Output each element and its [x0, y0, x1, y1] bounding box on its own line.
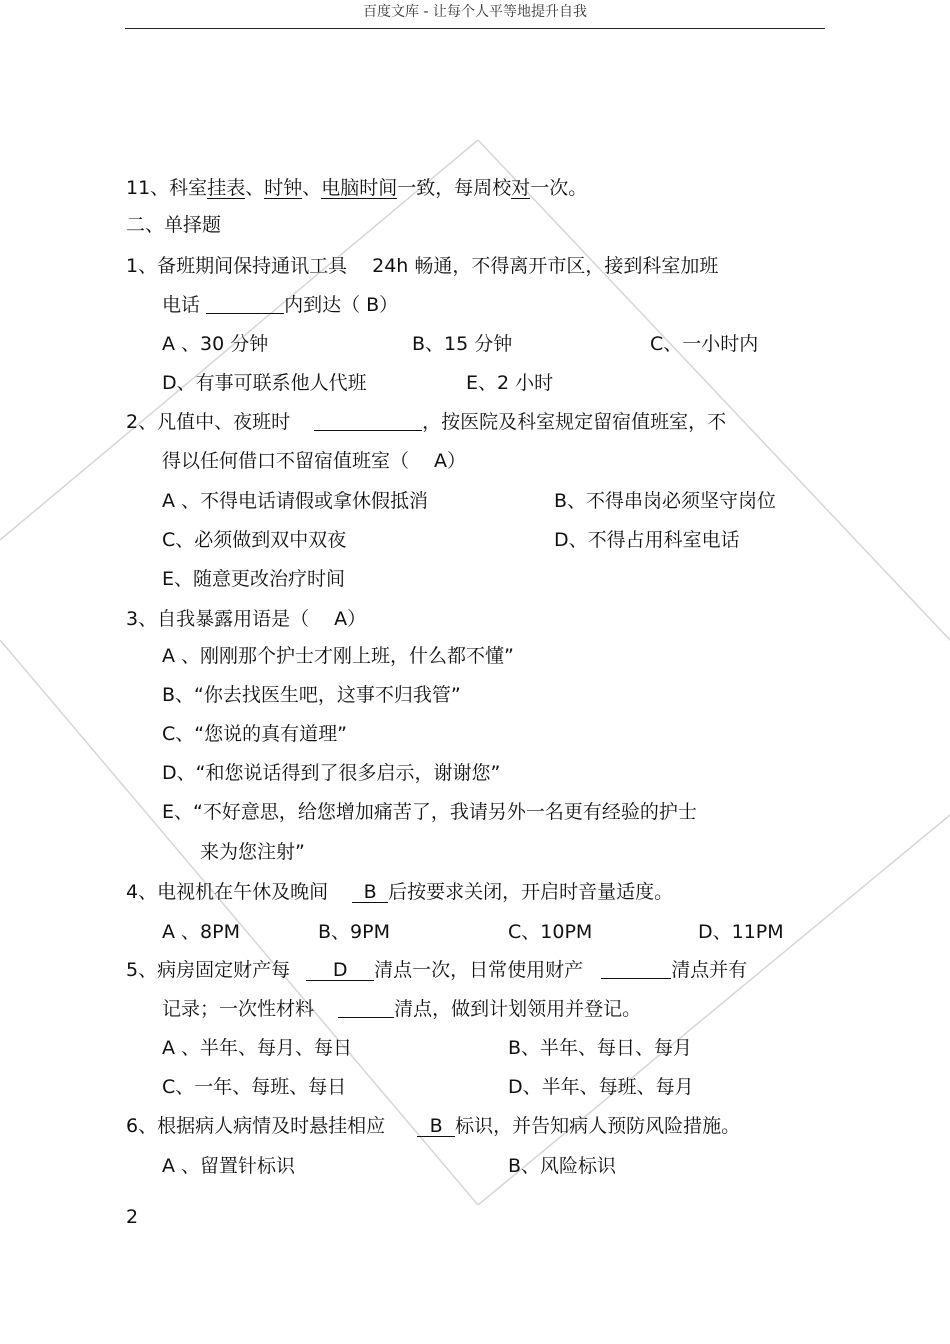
q1-option-b: B、15 分钟 [412, 333, 513, 355]
q1-stem-cont: 电话 内到达（ B） [162, 294, 399, 316]
q5-option-c: C、一年、每班、每日 [162, 1076, 347, 1098]
q5-option-a: A 、半年、每月、每日 [162, 1037, 353, 1059]
q4-option-b: B、9PM [318, 921, 390, 943]
q1-option-c: C、一小时内 [650, 333, 759, 355]
q2-option-c: C、必须做到双中双夜 [162, 529, 347, 551]
q2-option-a: A 、不得电话请假或拿休假抵消 [162, 490, 429, 512]
q1-option-e: E、2 小时 [466, 372, 554, 394]
q4-answer: B [352, 882, 388, 903]
q4-option-c: C、10PM [508, 921, 593, 943]
q11-answer-2: 时钟 [264, 177, 303, 199]
q6-stem: 6、根据病人病情及时悬挂相应 B 标识，并告知病人预防风险措施。 [126, 1115, 741, 1137]
q5-option-b: B、半年、每日、每月 [508, 1037, 693, 1059]
q2-option-b: B、不得串岗必须坚守岗位 [554, 490, 777, 512]
q4-option-d: D、11PM [698, 921, 784, 943]
q6-answer: B [417, 1116, 455, 1137]
q1-stem: 1、备班期间保持通讯工具 24h 畅通，不得离开市区，接到科室加班 [126, 255, 719, 277]
q2-blank [314, 412, 422, 431]
q2-option-d: D、不得占用科室电话 [554, 529, 740, 551]
page-header: 百度文库 - 让每个人平等地提升自我 [125, 0, 825, 29]
q1-option-d: D、有事可联系他人代班 [162, 372, 367, 394]
q2-stem: 2、凡值中、夜班时 ，按医院及科室规定留宿值班室，不 [126, 411, 727, 433]
q5-blank-2 [338, 999, 394, 1018]
q11-answer-3: 电脑时间 [321, 177, 398, 199]
q4-stem: 4、电视机在午休及晚间 B 后按要求关闭，开启时音量适度。 [126, 881, 674, 903]
q3-stem: 3、自我暴露用语是（ A） [126, 608, 367, 630]
q4-option-a: A 、8PM [162, 921, 240, 943]
q3-option-d: D、“和您说话得到了很多启示，谢谢您” [162, 762, 501, 784]
q3-option-c: C、“您说的真有道理” [162, 723, 347, 745]
q5-stem: 5、病房固定财产每 D 清点一次，日常使用财产 清点并有 [126, 959, 748, 981]
q5-answer: D [306, 960, 374, 981]
q5-stem-cont: 记录；一次性材料 清点，做到计划领用并登记。 [162, 998, 642, 1020]
section-title: 二、单择题 [126, 214, 222, 236]
q2-stem-cont: 得以任何借口不留宿值班室（ A） [162, 450, 467, 472]
q3-option-a: A 、刚刚那个护士才刚上班，什么都不懂” [162, 645, 514, 667]
q1-blank [206, 295, 284, 314]
q3-option-e-cont: 来为您注射” [200, 841, 305, 863]
q3-option-b: B、“你去找医生吧，这事不归我管” [162, 684, 461, 706]
q3-option-e: E、“不好意思，给您增加痛苦了，我请另外一名更有经验的护士 [162, 801, 697, 823]
q1-option-a: A 、30 分钟 [162, 333, 269, 355]
q11-answer-1: 挂表 [207, 177, 246, 199]
q2-option-e: E、随意更改治疗时间 [162, 568, 346, 590]
q6-option-b: B、风险标识 [508, 1155, 617, 1177]
q5-option-d: D、半年、每班、每月 [508, 1076, 694, 1098]
page-number: 2 [126, 1206, 139, 1228]
q6-option-a: A 、留置针标识 [162, 1155, 296, 1177]
q11-answer-4: 对 [511, 177, 531, 199]
q5-blank-1 [601, 960, 671, 979]
q11-line: 11、科室挂表、时钟、电脑时间一致，每周校对一次。 [126, 177, 588, 199]
